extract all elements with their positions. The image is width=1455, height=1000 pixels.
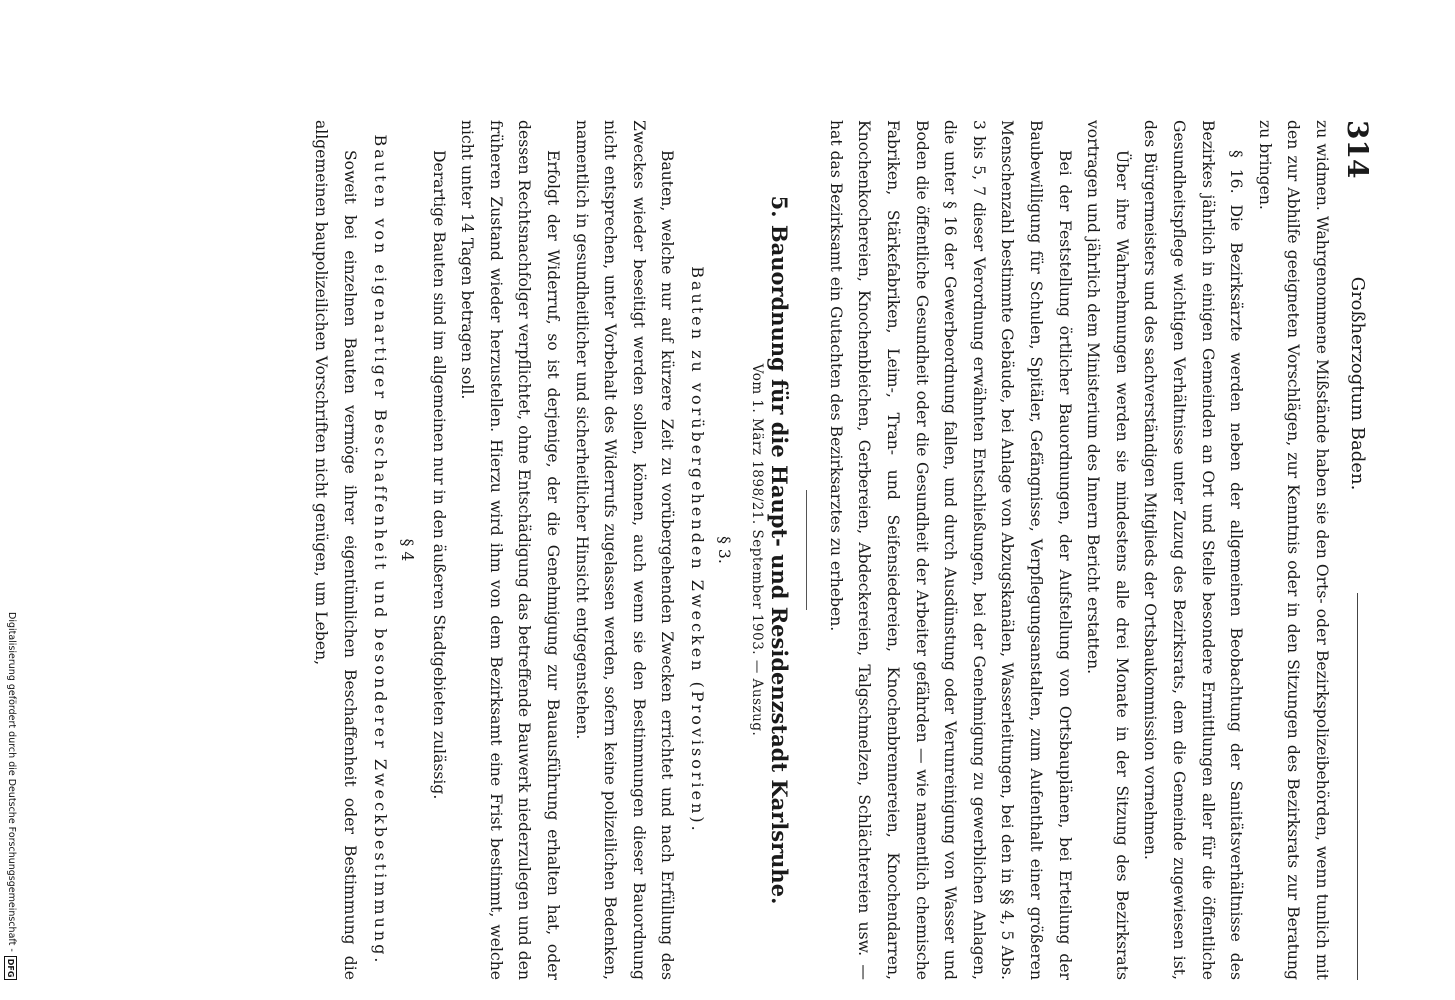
paragraph-sign-4: § 4 bbox=[397, 538, 416, 562]
section-title: 5. Bauordnung für die Haupt- und Residenzstadt Karlsruhe. bbox=[767, 195, 793, 905]
credit-text: Digitalisierung gefördert durch die Deutsche Forschungsgemeinschaft - bbox=[6, 612, 17, 952]
paragraph-3-1: Bauten, welche nur auf kürzere Zeit zu vorübergehenden Zwecken errichtet und nach Erfüllung des Zweckes wieder beseitigt werden sollen, können, auch wenn sie den Bestimmungen dieser Bauordnung nicht entsprechen, unter Vorbehalt des Widerrufs zugelassen werden, sofern keine polizeilichen Bedenken, namentlich in gesundheitlicher und sicherheitlicher Hinsicht entgegenstehen. bbox=[572, 120, 677, 980]
paragraph-3-3: Derartige Bauten sind im allgemeinen nur in den äußeren Stadtgebieten zulässig. bbox=[429, 150, 448, 800]
paragraph-3: Über ihre Wahrnehmungen werden sie mindestens alle drei Monate in der Sitzung des Bezirksrats vortragen und jährlich dem Ministerium des Innern Bericht erstatten. bbox=[1084, 120, 1131, 980]
paragraph-4-1: Soweit bei einzelnen Bauten vermöge ihrer eigentümlichen Beschaffenheit oder Bestimmung die allgemeinen baupolizeilichen Vorschriften nicht genügen, um Leben, bbox=[312, 120, 359, 980]
subsection-title-3: Bauten zu vorübergehenden Zwecken (Provisorien). bbox=[688, 266, 708, 834]
digitization-credit bbox=[4, 612, 18, 992]
header-rule bbox=[1358, 593, 1359, 980]
paragraph-sign-3: § 3. bbox=[715, 536, 734, 564]
dfg-logo: DFG bbox=[5, 956, 18, 981]
paragraph-4: Bei der Feststellung örtlicher Bauordnungen, der Aufstellung von Ortsbauplänen, bei Erteilung der Baubewilligung für Schulen, Spitäler, Gefängnisse, Verpflegungsanstalten, zum Aufenthalt einer größeren Menschenzahl bestimmte Gebäude, bei Anlage von Abzugskanälen, Wasserleitungen, bei den in §§ 4, 5 Abs. 3 bis 5, 7 dieser Verordnung erwähnten Entschließungen, bei der Genehmigung zu gewerblichen Anlagen, die unter § 16 der Gewerbeordnung fallen, und durch Ausdünstung oder Verunreinigung von Wasser und Boden die öffentliche Gesundheit oder die Gesundheit der Arbeiter gefährden — wie namentlich chemische Fabriken, Stärkefabriken, Leim-, Tran- und Seifensiedereien, Knochenbrennereien, Knochendarren, Knochenkochereien, Knochenbleichen, Gerbereien, Abdeckereien, Talgschmelzen, Schlächtereien usw. — hat das Bezirksamt ein Gutachten des Bezirksarztes zu erheben. bbox=[826, 120, 1074, 980]
page-number: 314 bbox=[1341, 120, 1375, 179]
running-title: Großherzogtum Baden. bbox=[1347, 276, 1369, 491]
subsection-title-4: Bauten von eigenartiger Beschaffenheit und besonderer Zweckbestimmung. bbox=[370, 134, 390, 966]
paragraph-1: zu widmen. Wahrgenommene Mißstände haben sie den Orts- oder Bezirkspolizeibehörden, wenn tunlich mit den zur Abhilfe geeigneten Vorschlägen, zur Kenntnis oder in den Sitzungen des Bezirksrats zur Beratung zu bringen. bbox=[1255, 120, 1331, 980]
paragraph-2: § 16. Die Bezirksärzte werden neben der allgemeinen Beobachtung der Sanitätsverhältnisse des Bezirkes jährlich in einigen Gemeinden an Ort und Stelle besondere Ermittlungen aller für die öffentliche Gesundheitspflege wichtigen Verhältnisse unter Zuzug des Bezirksrats, dem die Gemeinde zugewiesen ist, des Bürgermeisters und des sachverständigen Mitglieds der Ortsbaukommission vornehmen. bbox=[1141, 120, 1246, 980]
section-date: Vom 1. März 1898/21. September 1903. — Auszug. bbox=[749, 363, 766, 737]
paragraph-3-2: Erfolgt der Widerruf, so ist derjenige, der die Genehmigung zur Bauausführung erhalten hat, oder dessen Rechtsnachfolger verpflichtet, ohne Entschädigung das betreffende Bauwerk niederzulegen und den früheren Zustand wieder herzustellen. Hierzu wird ihm von dem Bezirksamt eine Frist bestimmt, welche nicht unter 14 Tagen betragen soll. bbox=[458, 120, 562, 980]
running-head bbox=[1336, 120, 1380, 980]
rotated-page bbox=[70, 120, 1380, 980]
section-separator bbox=[806, 490, 807, 610]
